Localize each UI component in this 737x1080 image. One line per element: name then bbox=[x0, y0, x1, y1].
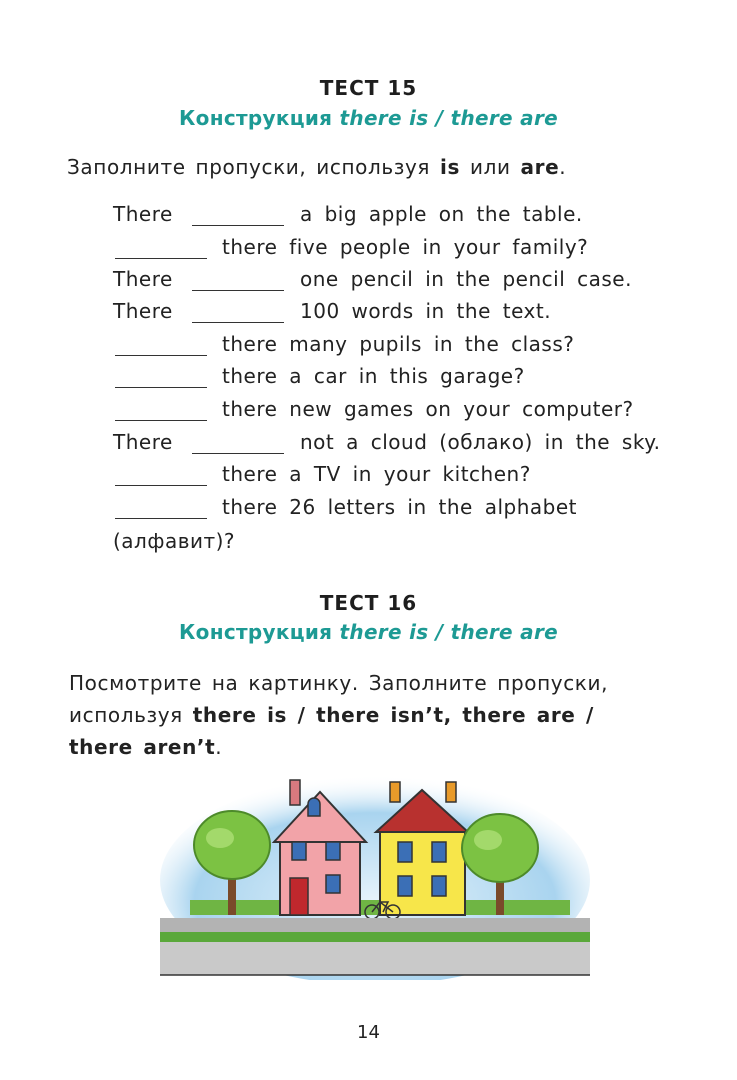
test15-subtitle bbox=[0, 106, 737, 130]
item-text: a big apple on the table. bbox=[300, 202, 583, 226]
test15-instruction-text: Заполните пропуски, используя bbox=[67, 155, 431, 179]
answer-blank[interactable] bbox=[115, 258, 207, 259]
item-text: there five people in your family? bbox=[222, 235, 589, 259]
test16-instruction-end: . bbox=[215, 735, 223, 759]
test16-instruction-line1: Посмотрите на картинку. Заполните пропуски, bbox=[69, 671, 609, 695]
page-number: 14 bbox=[357, 1022, 380, 1043]
answer-blank[interactable] bbox=[115, 420, 207, 421]
item-text: 100 words in the text. bbox=[300, 299, 552, 323]
test16-instruction-bold-end: there aren’t bbox=[69, 735, 216, 759]
item-lead: There bbox=[113, 299, 173, 323]
street-illustration bbox=[150, 770, 600, 980]
answer-blank[interactable] bbox=[192, 290, 284, 291]
item-text: there many pupils in the class? bbox=[222, 332, 575, 356]
test15-subtitle-plain: Конструкция bbox=[179, 106, 333, 130]
test16-instruction-bold: there is / there isn’t, there are / bbox=[192, 703, 594, 727]
item-lead: There bbox=[113, 202, 173, 226]
test15-instruction bbox=[67, 151, 566, 183]
item-lead: There bbox=[113, 267, 173, 291]
answer-blank[interactable] bbox=[192, 453, 284, 454]
item-text: there a car in this garage? bbox=[222, 364, 525, 388]
answer-blank[interactable] bbox=[115, 485, 207, 486]
answer-blank[interactable] bbox=[115, 518, 207, 519]
item-continuation: (алфавит)? bbox=[113, 529, 236, 553]
item-text: one pencil in the pencil case. bbox=[300, 267, 632, 291]
test16-subtitle bbox=[0, 620, 737, 644]
test16-instruction-plain: используя bbox=[69, 703, 183, 727]
answer-blank[interactable] bbox=[115, 387, 207, 388]
sidewalk bbox=[160, 918, 590, 932]
test16-title: ТЕСТ 16 bbox=[319, 591, 418, 615]
test15-instruction-are: are bbox=[520, 155, 560, 179]
answer-blank[interactable] bbox=[115, 355, 207, 356]
item-text: there a TV in your kitchen? bbox=[222, 462, 531, 486]
item-lead: There bbox=[113, 430, 173, 454]
answer-blank[interactable] bbox=[192, 322, 284, 323]
yellow-house-icon bbox=[376, 782, 468, 915]
road bbox=[160, 942, 590, 975]
grass-strip bbox=[160, 932, 590, 942]
test15-instruction-is: is bbox=[440, 155, 460, 179]
test15-title: ТЕСТ 15 bbox=[319, 76, 418, 100]
test16-instruction-line3 bbox=[69, 731, 689, 763]
item-text: there new games on your computer? bbox=[222, 397, 634, 421]
test15-subtitle-italic: there is / there are bbox=[339, 106, 558, 130]
test16-instruction bbox=[69, 667, 689, 763]
item-text: there 26 letters in the alphabet bbox=[222, 495, 577, 519]
item-text: not a cloud (облако) in the sky. bbox=[300, 430, 661, 454]
answer-blank[interactable] bbox=[192, 225, 284, 226]
test16-subtitle-italic: there is / there are bbox=[339, 620, 558, 644]
test15-instruction-or: или bbox=[469, 155, 511, 179]
test15-instruction-end: . bbox=[559, 155, 567, 179]
test16-subtitle-plain: Конструкция bbox=[179, 620, 333, 644]
test16-instruction-line2 bbox=[69, 699, 689, 731]
